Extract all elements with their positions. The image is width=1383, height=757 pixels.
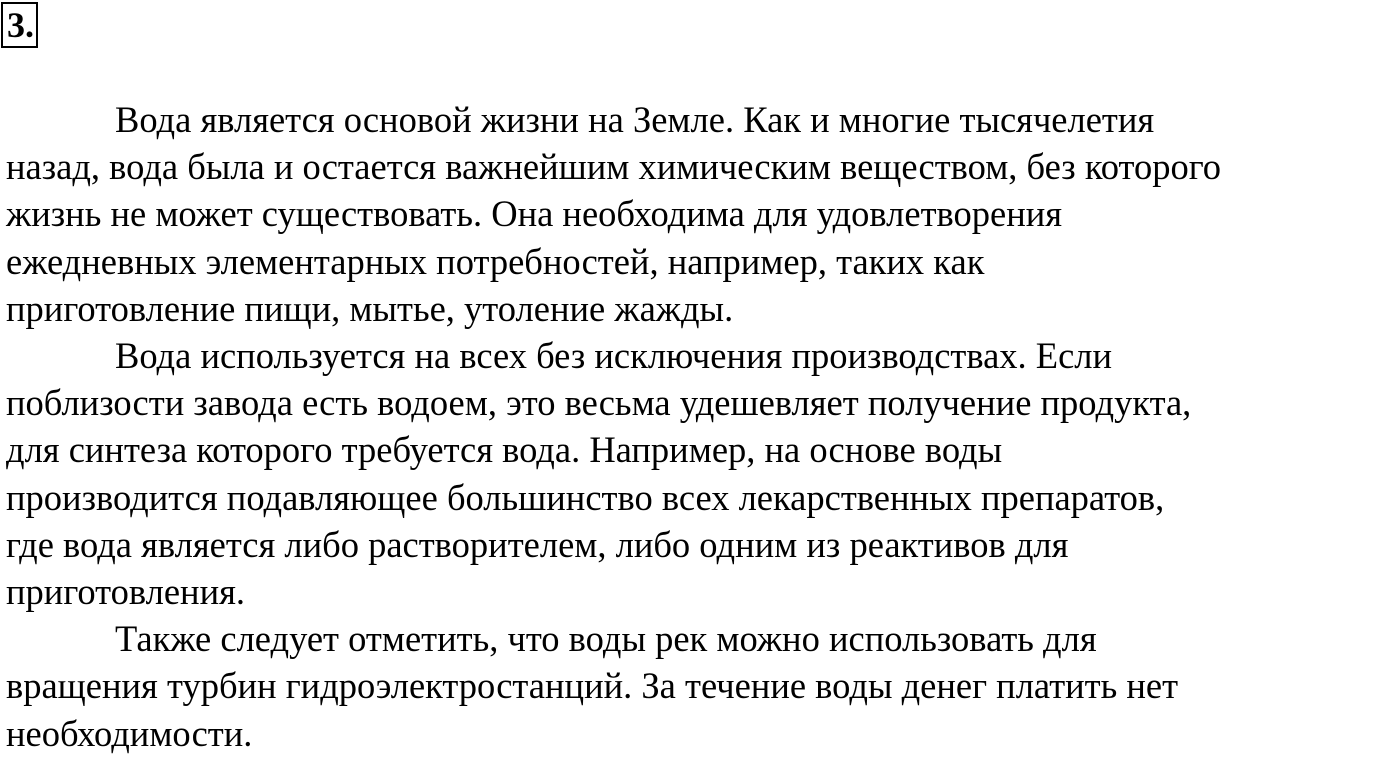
paragraph-3-line-3: необходимости. (6, 712, 253, 754)
paragraph-2-line-3: для синтеза которого требуется вода. Например, на основе воды (6, 429, 1003, 471)
paragraph-2-line-5: где вода является либо растворителем, либо одним из реактивов для (6, 523, 1069, 565)
task-number-box: 3. (1, 2, 38, 48)
paragraph-1-line-3: жизнь не может существовать. Она необходима для удовлетворения (6, 193, 1063, 235)
paragraph-2-line-1: Вода используется на всех без исключения производствах. Если (115, 335, 1113, 377)
paragraph-2-line-6: приготовления. (6, 571, 246, 613)
paragraph-1-line-1: Вода является основой жизни на Земле. Как и многие тысячелетия (115, 99, 1155, 140)
paragraph-1-line-2: назад, вода была и остается важнейшим химическим веществом, без которого (6, 146, 1222, 188)
paragraph-1-line-5: приготовление пищи, мытье, утоление жажды. (6, 287, 734, 329)
paragraph-2-line-2: поблизости завода есть водоем, это весьма удешевляет получение продукта, (6, 382, 1192, 424)
paragraph-2-line-4: производится подавляющее большинство всех лекарственных препаратов, (6, 476, 1165, 518)
paragraph-1-line-4: ежедневных элементарных потребностей, например, таких как (6, 240, 985, 282)
text-body (6, 96, 1383, 757)
paragraph-3-line-1: Также следует отметить, что воды рек можно использовать для (115, 618, 1097, 660)
paragraph-3-line-2: вращения турбин гидроэлектростанций. За течение воды денег платить нет (6, 665, 1179, 707)
